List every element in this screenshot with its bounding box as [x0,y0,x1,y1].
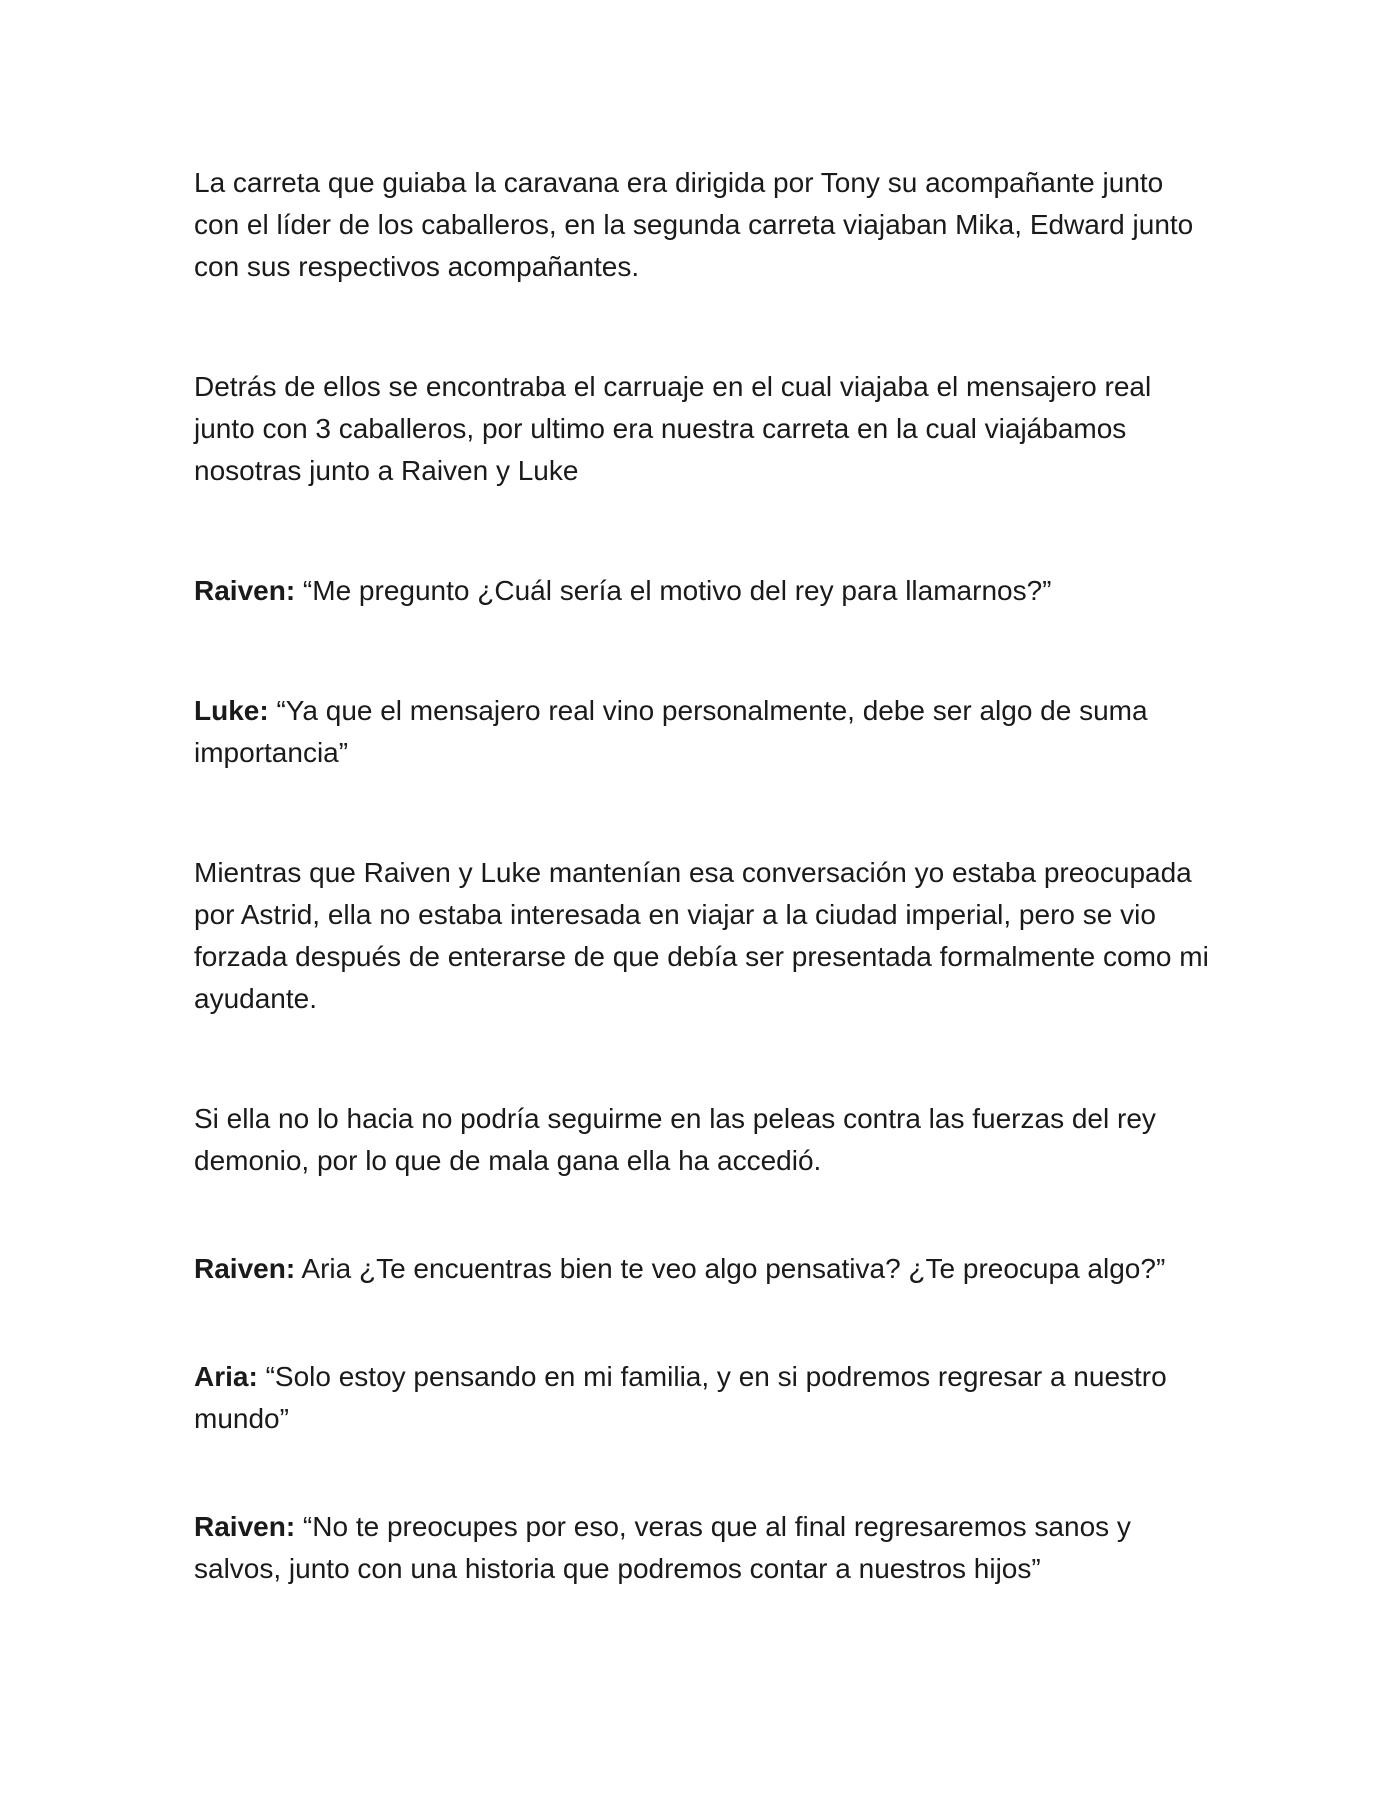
paragraph-text: La carreta que guiaba la caravana era dirigida por Tony su acompañante junto con el líder de los caballeros, en la segunda carreta viajaban Mika, Edward junto con sus respectivos acompañantes. [194,167,1194,282]
paragraph-text: Si ella no lo hacia no podría seguirme en las peleas contra las fuerzas del rey demonio, por lo que de mala gana ella ha accedió. [194,1103,1156,1176]
speaker-name: Raiven: [194,1511,296,1542]
speaker-name: Aria: [194,1361,258,1392]
dialogue-text: “No te preocupes por eso, veras que al final regresaremos sanos y salvos, junto con una historia que podremos contar a nuestros hijos” [194,1511,1131,1584]
speaker-name: Luke: [194,695,269,726]
paragraph-text: Detrás de ellos se encontraba el carruaje en el cual viajaba el mensajero real junto con 3 caballeros, por ultimo era nuestra carreta en la cual viajábamos nosotras junto a Raiven y Luke [194,371,1152,486]
dialogue-raiven-2 [194,1248,1214,1290]
paragraph-demon-king [194,1098,1214,1182]
document-body [194,162,1214,1590]
paragraph-text: Mientras que Raiven y Luke mantenían esa conversación yo estaba preocupada por Astrid, ella no estaba interesada en viajar a la ciudad imperial, pero se vio forzada después de enterarse de que debía ser presentada formalmente como mi ayudante. [194,857,1209,1014]
dialogue-text: “Solo estoy pensando en mi familia, y en si podremos regresar a nuestro mundo” [194,1361,1167,1434]
paragraph-astrid [194,852,1214,1020]
paragraph-carriage [194,366,1214,492]
dialogue-text: “Ya que el mensajero real vino personalmente, debe ser algo de suma importancia” [194,695,1148,768]
dialogue-text: Aria ¿Te encuentras bien te veo algo pensativa? ¿Te preocupa algo?” [295,1253,1166,1284]
dialogue-text: “Me pregunto ¿Cuál sería el motivo del rey para llamarnos?” [295,575,1052,606]
dialogue-aria [194,1356,1214,1440]
speaker-name: Raiven: [194,1253,296,1284]
dialogue-luke [194,690,1214,774]
dialogue-raiven-1 [194,570,1214,612]
speaker-name: Raiven: [194,575,296,606]
dialogue-raiven-3 [194,1506,1214,1590]
paragraph-caravan [194,162,1214,288]
